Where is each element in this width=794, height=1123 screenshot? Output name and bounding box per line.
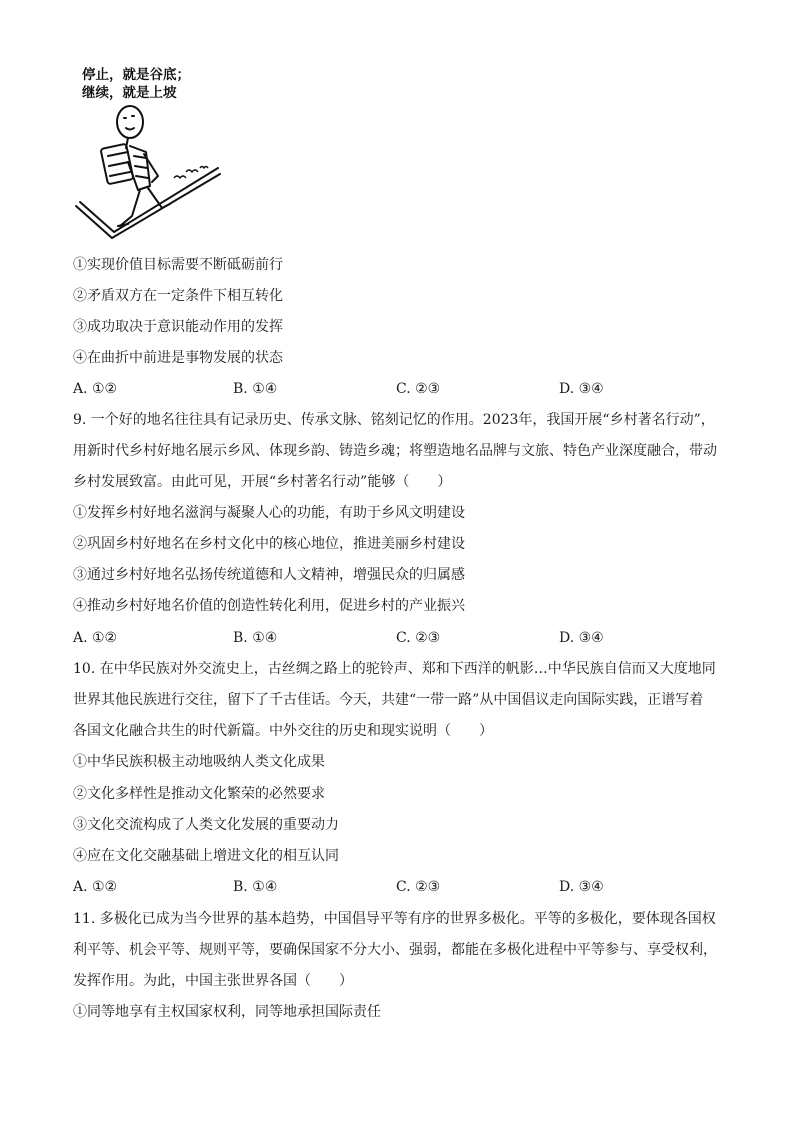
q9-stem-line-1: 9. 一个好的地名往往具有记录历史、传承文脉、铭刻记忆的作用。2023年，我国开展“乡村著名行动”，: [73, 412, 715, 428]
q10-item-3: ③文化交流构成了人类文化发展的重要动力: [73, 817, 339, 833]
q10-option-d[interactable]: D. ③④: [559, 879, 604, 895]
q8-option-b[interactable]: B. ①④: [233, 381, 278, 397]
q8-item-1: ①实现价值目标需要不断砥砺前行: [73, 257, 283, 273]
q9-option-b[interactable]: B. ①④: [233, 630, 278, 646]
q8-item-4: ④在曲折中前进是事物发展的状态: [73, 350, 283, 366]
q10-stem-line-3: 各国文化融合共生的时代新篇。中外交往的历史和现实说明（ ）: [73, 723, 493, 739]
q9-stem-line-3: 乡村发展致富。由此可见，开展“乡村著名行动”能够（ ）: [73, 474, 452, 490]
q10-item-2: ②文化多样性是推动文化繁荣的必然要求: [73, 786, 325, 802]
q8-option-c[interactable]: C. ②③: [396, 381, 441, 397]
q11-stem-line-1: 11. 多极化已成为当今世界的基本趋势，中国倡导平等有序的世界多极化。平等的多极化，要体现各国权: [73, 911, 716, 927]
q10-option-b[interactable]: B. ①④: [233, 879, 278, 895]
q9-option-a[interactable]: A. ①②: [73, 630, 118, 646]
q10-option-c[interactable]: C. ②③: [396, 879, 441, 895]
q8-item-2: ②矛盾双方在一定条件下相互转化: [73, 288, 283, 304]
q10-stem-line-2: 世界其他民族进行交往，留下了千古佳话。今天，共建“一带一路”从中国倡议走向国际实践，正谱写着: [73, 692, 704, 708]
q8-option-a[interactable]: A. ①②: [73, 381, 118, 397]
q9-item-2: ②巩固乡村好地名在乡村文化中的核心地位，推进美丽乡村建设: [73, 536, 465, 552]
q10-stem-line-1: 10. 在中华民族对外交流史上，古丝绸之路上的驼铃声、郑和下西洋的帆影…中华民族自信而又大度地同: [73, 661, 716, 677]
q8-option-d[interactable]: D. ③④: [559, 381, 604, 397]
cartoon-caption-line2: 继续，就是上坡: [82, 85, 177, 101]
q10-item-4: ④应在文化交融基础上增进文化的相互认同: [73, 848, 339, 864]
q10-option-a[interactable]: A. ①②: [73, 879, 118, 895]
q8-item-3: ③成功取决于意识能动作用的发挥: [73, 319, 283, 335]
q10-item-1: ①中华民族积极主动地吸纳人类文化成果: [73, 754, 325, 770]
q11-stem-line-2: 利平等、机会平等、规则平等，要确保国家不分大小、强弱，都能在多极化进程中平等参与、享受权利，: [73, 942, 717, 958]
q11-stem-line-3: 发挥作用。为此，中国主张世界各国（ ）: [73, 973, 353, 989]
q11-item-1: ①同等地享有主权国家权利，同等地承担国际责任: [73, 1004, 381, 1020]
q9-stem-line-2: 用新时代乡村好地名展示乡风、体现乡韵、铸造乡魂；将塑造地名品牌与文旅、特色产业深度融合，带动: [73, 443, 717, 459]
q9-option-d[interactable]: D. ③④: [559, 630, 604, 646]
q9-item-1: ①发挥乡村好地名滋润与凝聚人心的功能，有助于乡风文明建设: [73, 505, 465, 521]
cartoon-illustration: [72, 66, 222, 246]
q9-item-4: ④推动乡村好地名价值的创造性转化利用，促进乡村的产业振兴: [73, 598, 465, 614]
q9-option-c[interactable]: C. ②③: [396, 630, 441, 646]
cartoon-caption-line1: 停止，就是谷底；: [82, 67, 190, 83]
climbing-man-drawing: [72, 66, 222, 246]
q9-item-3: ③通过乡村好地名弘扬传统道德和人文精神，增强民众的归属感: [73, 567, 465, 583]
